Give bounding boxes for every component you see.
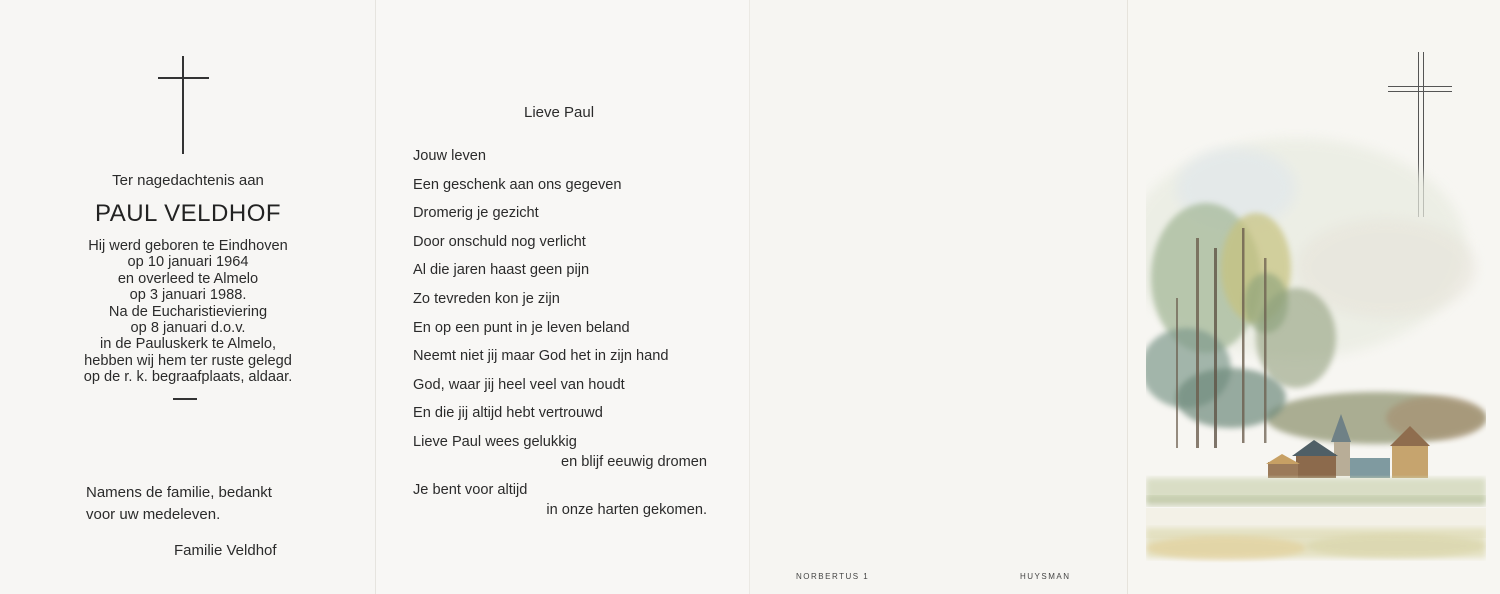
poem-line: Lieve Paul wees gelukkig xyxy=(413,433,577,450)
bio-line: op 10 januari 1964 xyxy=(127,254,249,271)
poem-line: Een geschenk aan ons gegeven xyxy=(413,176,622,193)
thanks-text xyxy=(86,482,272,526)
thanks-line: voor uw medeleven. xyxy=(86,506,221,523)
poem-line: Zo tevreden kon je zijn xyxy=(413,290,560,307)
bio-line: hebben wij hem ter ruste gelegd xyxy=(84,352,292,369)
bio-line: op 8 januari d.o.v. xyxy=(130,320,246,337)
printer-mark-left: NORBERTUS 1 xyxy=(796,572,870,581)
blank-back-page xyxy=(750,0,1128,594)
bio-line: Na de Eucharistieviering xyxy=(108,303,268,320)
poem-line: in onze harten gekomen. xyxy=(546,501,707,518)
bio-line: en overleed te Almelo xyxy=(117,270,259,287)
divider xyxy=(173,398,197,400)
bio-line: op de r. k. begraafplaats, aldaar. xyxy=(83,369,293,386)
printer-mark-right: HUYSMAN xyxy=(1020,572,1071,581)
watercolor-landscape-painting xyxy=(1146,128,1486,574)
family-signature: Familie Veldhof xyxy=(174,542,277,559)
poem-line: En op een punt in je leven beland xyxy=(413,319,630,336)
intro-text: Ter nagedachtenis aan xyxy=(112,172,264,189)
cover-page xyxy=(1128,0,1500,594)
poem-line: Dromerig je gezicht xyxy=(413,205,539,222)
poem-line: Jouw leven xyxy=(413,148,487,164)
poem-line: Al die jaren haast geen pijn xyxy=(413,262,590,279)
poem-line: Neemt niet jij maar God het in zijn hand xyxy=(413,348,669,365)
memorial-card-left-page xyxy=(0,0,376,594)
thanks-line: Namens de familie, bedankt xyxy=(86,484,272,501)
poem-line: Je bent voor altijd xyxy=(413,482,528,499)
bio-line: Hij werd geboren te Eindhoven xyxy=(88,238,288,254)
bio-line: in de Pauluskerk te Almelo, xyxy=(99,336,277,353)
deceased-name: PAUL VELDHOF xyxy=(94,200,282,227)
poem-title: Lieve Paul xyxy=(524,104,595,121)
poem-body xyxy=(413,146,733,528)
poem-line: En die jij altijd hebt vertrouwd xyxy=(413,405,603,422)
poem-line: en blijf eeuwig dromen xyxy=(560,453,707,470)
poem-line: Door onschuld nog verlicht xyxy=(413,233,586,250)
poem-page xyxy=(376,0,750,594)
poem-line: God, waar jij heel veel van houdt xyxy=(413,376,625,393)
biography xyxy=(0,238,376,386)
bio-line: op 3 januari 1988. xyxy=(129,287,247,304)
